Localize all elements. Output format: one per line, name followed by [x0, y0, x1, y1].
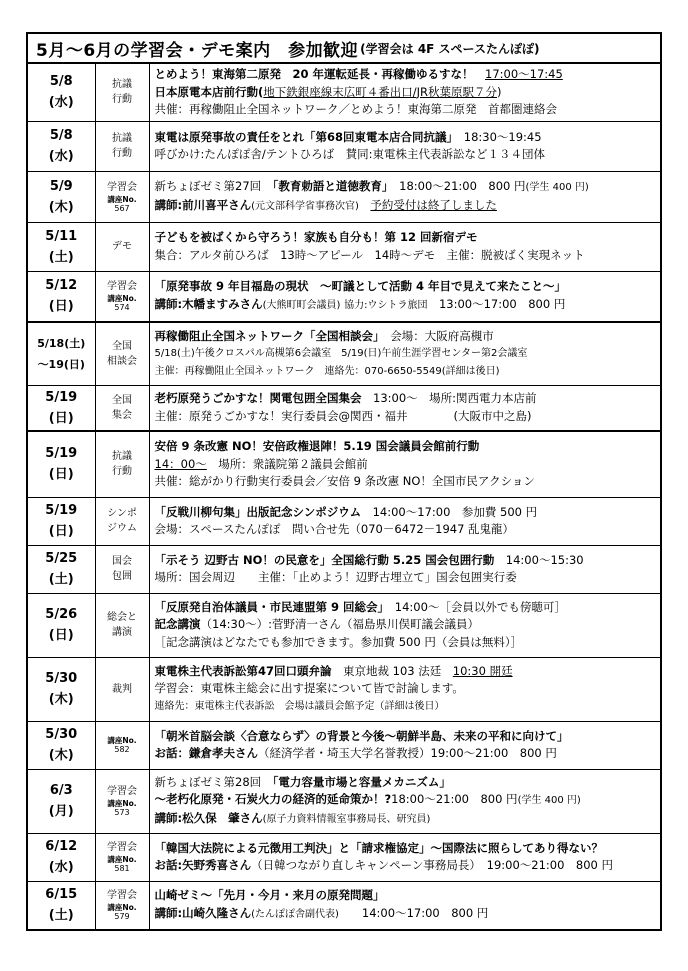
event-category: 抗議 行動: [95, 431, 149, 497]
event-detail: 新ちょぼゼミ第27回 「教育勅語と道徳教育」 18:00～21:00 800 円(学生 400 円) 講師:前川喜平さん(元文部科学省事務次官) 予約受付は終了しました: [149, 171, 660, 222]
event-detail: 「朝米首脳会談〈合意ならず〉の背景と今後～朝鮮半島、未来の平和に向けて」 お話：鎌倉孝夫さん（経済学者・埼玉大学名誉教授）19:00～21:00 800 円: [149, 721, 660, 769]
event-detail: 「示そう 辺野古 NO！の民意を」全国総行動 5.25 国会包囲行動 14:00～15:30 場所：国会周辺 主催：「止めよう！辺野古埋立て」国会包囲実行委: [149, 545, 660, 593]
event-row: [28, 64, 660, 121]
event-detail: 「反戦川柳句集」出版記念シンポジウム 14:00～17:00 参加費 500 円 会場：スペースたんぽぽ 問い合せ先（070－6472－1947 乱鬼龍）: [149, 497, 660, 545]
event-row: [28, 721, 660, 769]
event-detail: 新ちょぼゼミ第28回 「電力容量市場と容量メカニズム」 ～老朽化原発・石炭火力の経済的延命策か！?18:00～21:00 800 円(学生 400 円) 講師:松久保 肇さん(原子力資料情報室事務局長、研究員): [149, 769, 660, 833]
event-detail: 老朽原発うごかすな！関電包囲全国集会 13:00～ 場所:関西電力本店前 主催：原発うごかすな！実行委員会@関西・福井 (大阪市中之島): [149, 385, 660, 431]
event-date: 5/8 (水): [28, 121, 95, 171]
event-detail: とめよう！東海第二原発 20 年運転延長・再稼働ゆるすな！ 17:00～17:45 日本原電本店前行動(地下鉄銀座線末広町４番出口/JR秋葉原駅７分) 共催：再稼働阻止全国ネットワーク／とめよう！東海第二原発 首都圏連絡会: [149, 64, 660, 121]
event-category: 全国 集会: [95, 385, 149, 431]
event-detail: 山崎ゼミ～「先月・今月・来月の原発問題」 講師:山崎久隆さん(たんぽぽ舎副代表) 14:00～17:00 800 円: [149, 881, 660, 929]
event-category: 裁判: [95, 657, 149, 721]
event-row: [28, 545, 660, 593]
event-date: 5/11 (土): [28, 222, 95, 271]
event-date: 5/8 (水): [28, 64, 95, 121]
event-detail: 東電は原発事故の責任をとれ「第68回東電本店合同抗議」 18:30～19:45 呼びかけ:たんぽぽ舎/テントひろば 賛同:東電株主代表訴訟など１３４団体: [149, 121, 660, 171]
event-category: 国会 包囲: [95, 545, 149, 593]
event-category: 学習会 講座No. 579: [95, 881, 149, 929]
event-category: 総会と 講演: [95, 593, 149, 657]
event-detail: 「韓国大法院による元徴用工判決」と「請求権協定」～国際法に照らしてあり得ない？ お話:矢野秀喜さん（日韓つながり直しキャンペーン事務局長） 19:00～21:00 800 円: [149, 833, 660, 881]
event-category: 講座No. 582: [95, 721, 149, 769]
event-category: 学習会 講座No. 581: [95, 833, 149, 881]
event-date: 5/19 (日): [28, 431, 95, 497]
event-category: 学習会 講座No. 573: [95, 769, 149, 833]
event-row: [28, 431, 660, 497]
event-detail: 東電株主代表訴訟第47回口頭弁論 東京地裁 103 法廷 10:30 開廷 学習会：東電株主総会に出す提案について皆で討論します。 連絡先：東電株主代表訴訟 会場は議員会館予定（詳細は後日）: [149, 657, 660, 721]
event-category: 全国 相談会: [95, 322, 149, 385]
event-detail: 子どもを被ばくから守ろう！家族も自分も！第 12 回新宿デモ 集合：アルタ前ひろば 13時～アピール 14時～デモ 主催：脱被ばく実現ネット: [149, 222, 660, 271]
event-row: [28, 322, 660, 385]
event-date: 6/15 (土): [28, 881, 95, 929]
event-detail: 安倍 9 条改憲 NO！安倍政権退陣！5.19 国会議員会館前行動 14：00～ 場所：衆議院第２議員会館前 共催：総がかり行動実行委員会／安倍 9 条改憲 NO！全国市民アクション: [149, 431, 660, 497]
event-date: 5/26 (日): [28, 593, 95, 657]
event-row: [28, 657, 660, 721]
event-date: 5/19 (日): [28, 385, 95, 431]
event-date: 5/19 (日): [28, 497, 95, 545]
event-table: [28, 64, 660, 929]
page-title: [28, 34, 660, 64]
event-date: 5/30 (木): [28, 721, 95, 769]
event-detail: 「原発事故 9 年目福島の現状 ～町議として活動 4 年目で見えて来たこと～」 講師:木幡ますみさん(大熊町町会議員) 協力:ウシトラ旅団 13:00～17:00 800 円: [149, 271, 660, 322]
event-row: [28, 833, 660, 881]
event-row: [28, 385, 660, 431]
event-row: [28, 881, 660, 929]
event-category: 抗議 行動: [95, 121, 149, 171]
event-category: 学習会 講座No. 567: [95, 171, 149, 222]
event-detail: 「反原発自治体議員・市民連盟第 9 回総会」 14:00～［会員以外でも傍聴可］ 記念講演（14:30～）:菅野清一さん（福島県川俣町議会議員） ［記念講演はどなたでも参加できます。参加費 500 円（会員は無料）］: [149, 593, 660, 657]
event-date: 5/30 (木): [28, 657, 95, 721]
title-main: 5月～6月の学習会・デモ案内 参加歓迎: [36, 40, 359, 61]
event-row: [28, 121, 660, 171]
event-date: 5/18(土) ～19(日): [28, 322, 95, 385]
event-row: [28, 497, 660, 545]
schedule-sheet: [26, 32, 662, 931]
event-category: シンポ ジウム: [95, 497, 149, 545]
event-row: [28, 593, 660, 657]
event-date: 5/25 (土): [28, 545, 95, 593]
event-category: 学習会 講座No. 574: [95, 271, 149, 322]
title-sub: (学習会は 4F スペースたんぽぽ): [360, 41, 540, 56]
event-detail: 再稼働阻止全国ネットワーク「全国相談会」 会場：大阪府高槻市 5/18(土)午後クロスパル高槻第6会議室 5/19(日)午前生涯学習センター第2会議室 主催：再稼働阻止全国ネットワーク 連絡先：070-6650-5549(詳細は後日): [149, 322, 660, 385]
event-row: [28, 222, 660, 271]
event-row: [28, 171, 660, 222]
event-category: 抗議 行動: [95, 64, 149, 121]
event-date: 6/3 (月): [28, 769, 95, 833]
event-date: 5/12 (日): [28, 271, 95, 322]
event-row: [28, 271, 660, 322]
event-category: デモ: [95, 222, 149, 271]
event-date: 5/9 (木): [28, 171, 95, 222]
event-row: [28, 769, 660, 833]
event-date: 6/12 (水): [28, 833, 95, 881]
